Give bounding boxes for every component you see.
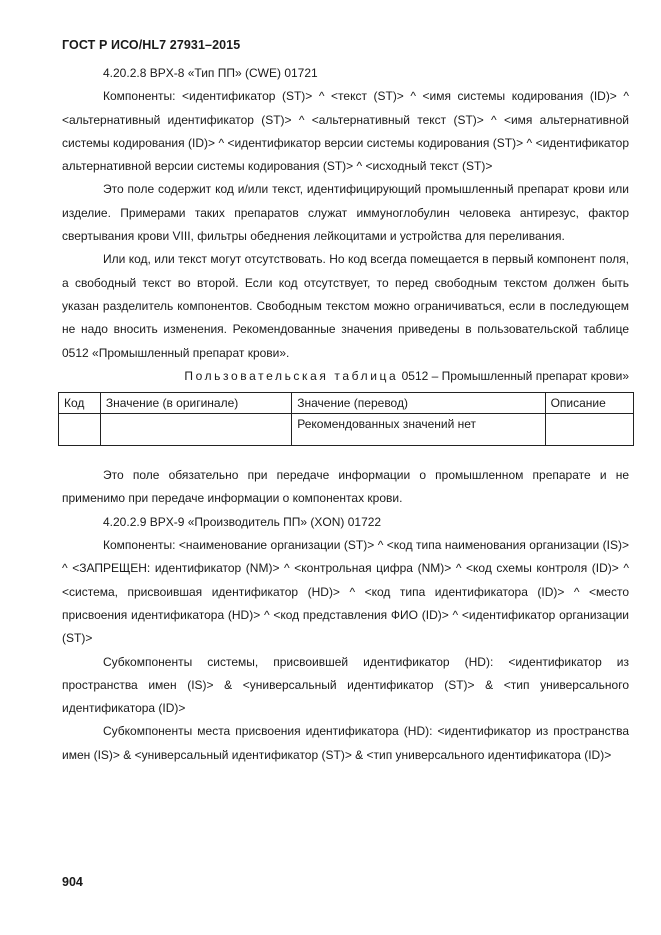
column-header-translation: Значение (перевод) bbox=[292, 393, 545, 414]
description-paragraph: Это поле содержит код и/или текст, идентифицирующий промышленный препарат крови или изделие. Примерами таких препаратов служат иммуноглобулин человека антирезус, фактор свертывания крови VIII, фильтры обеднения лейкоцитами и устройства для переливания. bbox=[62, 182, 629, 244]
page-body bbox=[62, 62, 629, 767]
column-header-description: Описание bbox=[545, 393, 633, 414]
section2-subcomponents-system: Субкомпоненты системы, присвоившей идентификатор (HD): <идентификатор из пространства имен (IS)> & <универсальный идентификатор (ST)> & <тип универсального идентификатора (ID)> bbox=[62, 654, 629, 716]
code-paragraph: Или код, или текст могут отсутствовать. Но код всегда помещается в первый компонент поля, а свободный текст во второй. Если код отсутствует, то перед свободным текстом должен быть указан разделитель компонентов. Свободным текстом можно ограничиваться, если в последующем не надо вносить изменения. Рекомендованные значения приведены в пользовательской таблице 0512 «Промышленный препарат крови». bbox=[62, 252, 629, 360]
section2-heading: 4.20.2.9 BPX-9 «Производитель ПП» (XON) 01722 bbox=[103, 514, 382, 529]
mandatory-paragraph: Это поле обязательно при передаче информации о промышленном препарате и не применимо при передаче информации о компонентах крови. bbox=[62, 468, 629, 506]
table-caption-title: 0512 – Промышленный препарат крови» bbox=[401, 368, 629, 383]
user-table-0512 bbox=[58, 392, 634, 446]
components-paragraph: Компоненты: <идентификатор (ST)> ^ <текст (ST)> ^ <имя системы кодирования (ID)> ^ <альтернативный идентификатор (ST)> ^ <альтернативный текст (ST)> ^ <имя альтернативной системы кодирования (ID)> ^ <идентификатор версии системы кодирования (ST)> ^ <идентификатор альтернативной версии системы кодирования (ST)> ^ <исходный текст (ST)> bbox=[62, 89, 629, 174]
column-header-code: Код bbox=[59, 393, 101, 414]
page-number: 904 bbox=[62, 875, 83, 889]
column-header-original: Значение (в оригинале) bbox=[100, 393, 291, 414]
table-caption bbox=[62, 365, 629, 388]
cell-translation: Рекомендованных значений нет bbox=[292, 414, 545, 446]
section-heading: 4.20.2.8 BPX-8 «Тип ПП» (CWE) 01721 bbox=[103, 66, 318, 80]
table-caption-label: Пользовательская таблица bbox=[184, 368, 399, 383]
cell-description bbox=[545, 414, 633, 446]
section2-components: Компоненты: <наименование организации (ST)> ^ <код типа наименования организации (IS)> ^ <ЗАПРЕЩЕН: идентификатор (NM)> ^ <контрольная цифра (NM)> ^ <код схемы контроля (ID)> ^ <система, присвоившая идентификатор (HD)> ^ <код типа идентификатора (ID)> ^ <место присвоения идентификатора (HD)> ^ <код представления ФИО (ID)> ^ <идентификатор организации (ST)> bbox=[62, 538, 629, 646]
table-header-row bbox=[59, 393, 634, 414]
section2-subcomponents-place: Субкомпоненты места присвоения идентификатора (HD): <идентификатор из пространства имен (IS)> & <универсальный идентификатор (ST)> & <тип универсального идентификатора (ID)> bbox=[62, 724, 629, 762]
cell-code bbox=[59, 414, 101, 446]
table-row bbox=[59, 414, 634, 446]
cell-original bbox=[100, 414, 291, 446]
document-header: ГОСТ Р ИСО/HL7 27931–2015 bbox=[62, 38, 241, 52]
